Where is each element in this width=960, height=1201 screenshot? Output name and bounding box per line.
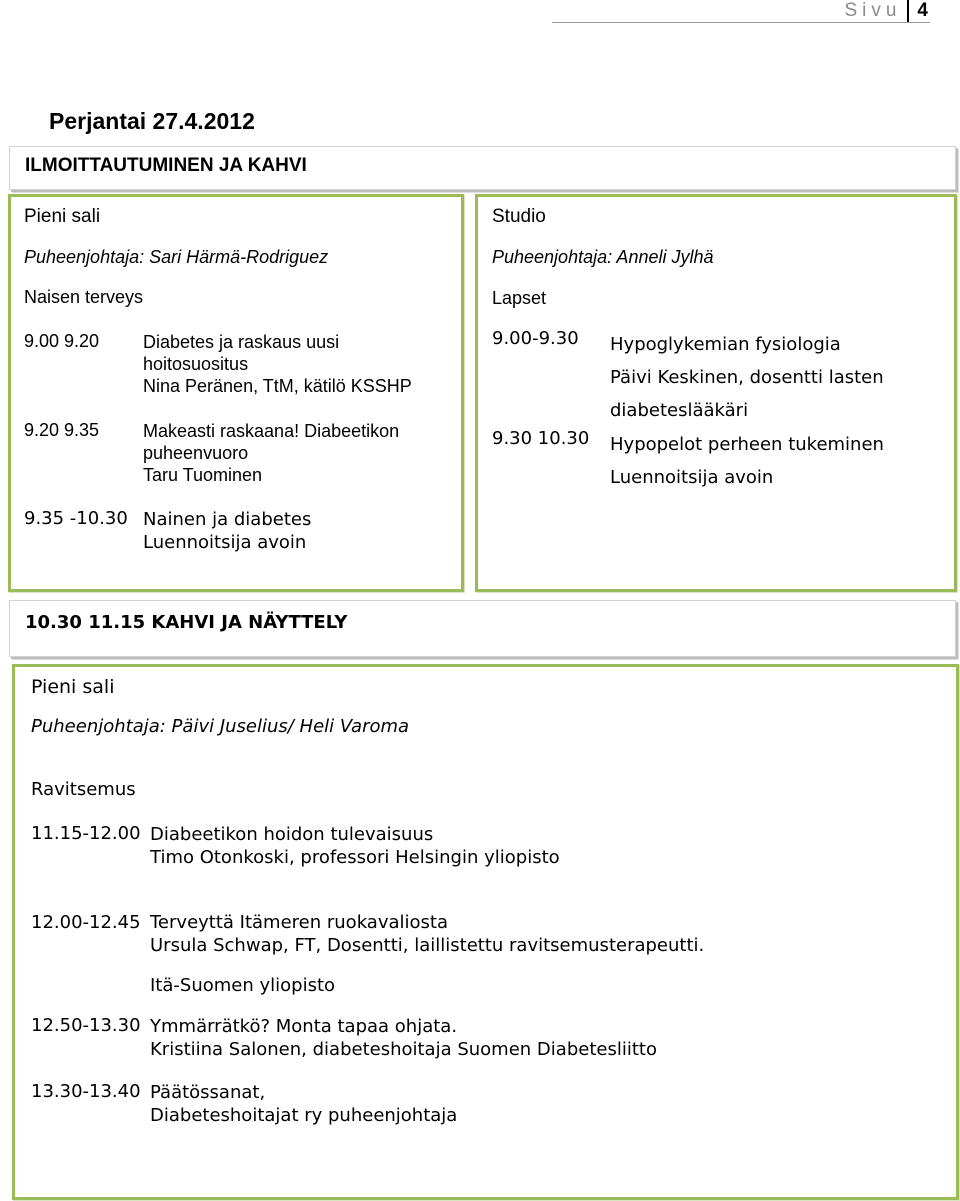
session-chair: Puheenjohtaja: Anneli Jylhä — [492, 247, 714, 267]
program-time: 9.00 9.20 — [24, 331, 100, 351]
registration-bar-label: ILMOITTAUTUMINEN JA KAHVI — [25, 155, 307, 176]
program-item — [143, 420, 399, 486]
program-item — [150, 823, 560, 869]
coffee-bar — [9, 600, 956, 657]
program-speaker: Nina Peränen, TtM, kätilö KSSHP — [143, 376, 412, 396]
program-title: Makeasti raskaana! Diabeetikon — [143, 421, 400, 441]
header-divider — [552, 22, 930, 23]
program-time: 13.30-13.40 — [31, 1081, 141, 1102]
program-title: Päätössanat, — [150, 1082, 266, 1103]
program-time: 12.50-13.30 — [31, 1015, 141, 1036]
session-theme: Naisen terveys — [24, 287, 144, 307]
program-speaker: Luennoitsija avoin — [610, 467, 774, 488]
program-time: 9.30 10.30 — [492, 428, 590, 449]
program-time: 9.00-9.30 — [492, 328, 579, 349]
program-speaker: Ursula Schwap, FT, Dosentti, laillistettu ravitsemusterapeutti. — [150, 935, 705, 956]
program-time: 9.20 9.35 — [24, 420, 100, 440]
program-title: Ymmärrätkö? Monta tapaa ohjata. — [150, 1016, 458, 1037]
day-title: Perjantai 27.4.2012 — [49, 108, 255, 134]
program-detail: puheenvuoro — [143, 443, 249, 463]
program-title: Diabeetikon hoidon tulevaisuus — [150, 824, 434, 845]
page-label: Sivu — [844, 0, 902, 21]
program-title: Hypoglykemian fysiologia — [610, 334, 841, 355]
program-title: Hypopelot perheen tukeminen — [610, 434, 884, 455]
session-room: Pieni sali — [24, 206, 101, 227]
program-speaker: Kristiina Salonen, diabeteshoitaja Suomen Diabetesliitto — [150, 1039, 657, 1060]
program-item — [150, 1015, 657, 1061]
program-detail: diabeteslääkäri — [610, 400, 749, 421]
page-number: 4 — [907, 0, 928, 22]
program-item — [143, 331, 412, 397]
program-time: 9.35 -10.30 — [24, 508, 128, 529]
program-speaker: Diabeteshoitajat ry puheenjohtaja — [150, 1105, 458, 1126]
registration-bar — [9, 146, 956, 190]
program-detail: hoitosuositus — [143, 354, 249, 374]
program-title: Diabetes ja raskaus uusi — [143, 332, 340, 352]
program-item — [150, 1081, 457, 1127]
program-time: 11.15-12.00 — [31, 823, 141, 844]
session-theme: Ravitsemus — [31, 779, 136, 800]
program-item — [610, 428, 884, 494]
program-speaker: Timo Otonkoski, professori Helsingin yliopisto — [150, 847, 560, 868]
session-theme: Lapset — [492, 288, 547, 308]
program-time: 12.00-12.45 — [31, 912, 141, 933]
session-room: Studio — [492, 206, 546, 227]
session-chair: Puheenjohtaja: Sari Härmä-Rodriguez — [24, 247, 329, 267]
program-item — [610, 328, 884, 427]
program-speaker: Luennoitsija avoin — [143, 532, 307, 553]
program-speaker: Taru Tuominen — [143, 465, 263, 485]
program-detail: Itä-Suomen yliopisto — [150, 975, 336, 996]
program-speaker: Päivi Keskinen, dosentti lasten — [610, 367, 884, 388]
coffee-bar-label: 10.30 11.15 KAHVI JA NÄYTTELY — [25, 612, 348, 633]
session-room: Pieni sali — [31, 676, 115, 698]
program-item — [143, 508, 311, 554]
program-title: Nainen ja diabetes — [143, 509, 312, 530]
program-title: Terveyttä Itämeren ruokavaliosta — [150, 912, 448, 933]
session-chair: Puheenjohtaja: Päivi Juselius/ Heli Varoma — [31, 716, 410, 737]
page-header — [844, 0, 928, 22]
